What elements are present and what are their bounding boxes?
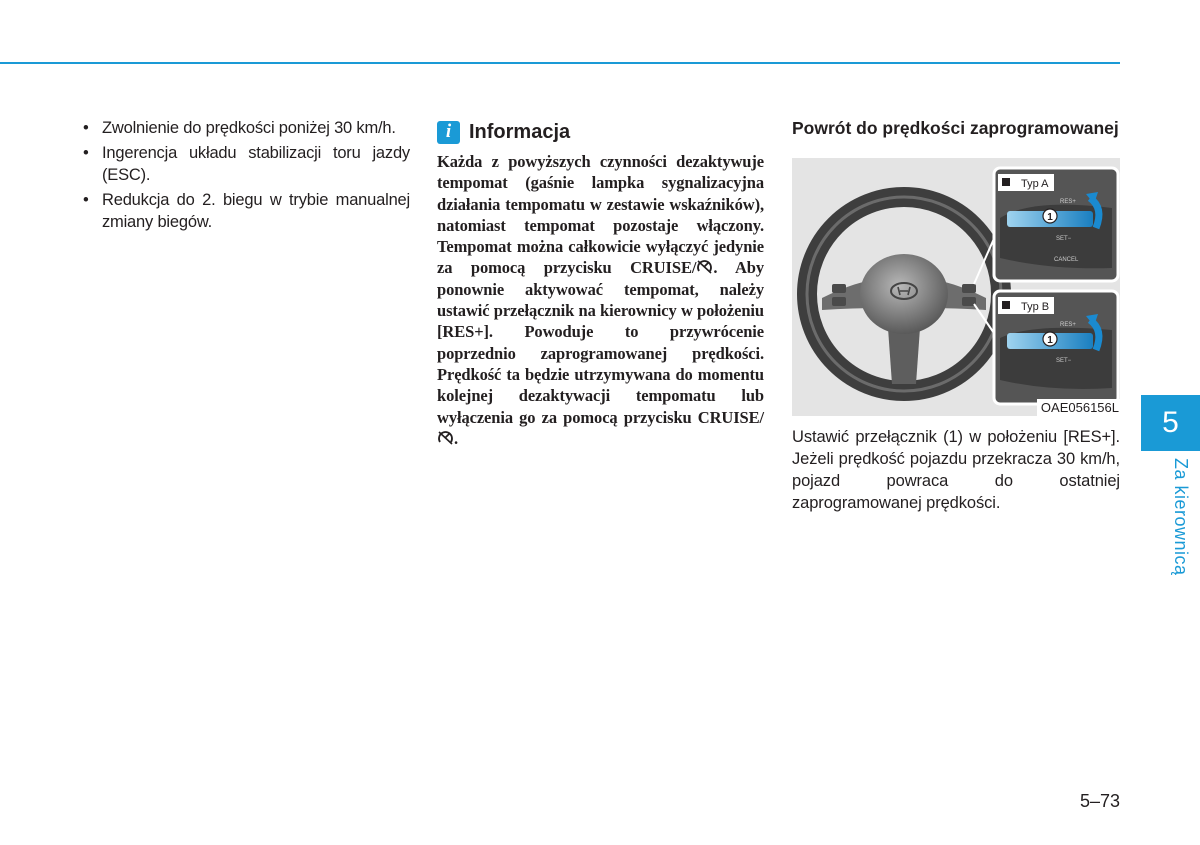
section-title: Powrót do prędkości zaprogramowanej — [792, 118, 1119, 138]
list-item: • Zwolnienie do prędkości poniżej 30 km/h. — [83, 119, 396, 137]
cruise-icon — [437, 429, 454, 446]
header-rule — [0, 62, 1120, 64]
info-icon: i — [437, 121, 460, 144]
info-box — [437, 117, 764, 449]
bullet-list — [80, 117, 410, 233]
cruise-icon — [696, 258, 713, 275]
inset-typ-b — [994, 291, 1118, 404]
wheel-hub — [860, 254, 948, 334]
callout-number: 1 — [1047, 212, 1053, 223]
bullet-column — [80, 117, 410, 236]
list-item: • Redukcja do 2. biegu w trybie manualnej zmiany biegów. — [83, 191, 410, 231]
bullet-icon: • — [83, 191, 89, 209]
inset-typ-a — [994, 168, 1118, 281]
info-text: Każda z powyższych czynności dezaktywuje tempomat (gaśnie lampka sygnalizacyjna działania tempomatu w zestawie wskaźników), natomiast tempomat pozostaje włączony. Tempomat można całkowicie wyłączyć jedynie za pomocą przycisku CRUISE/ . Aby ponownie aktywować tempomat, należy ustawić przełącznik na kierownicy w położeniu [RES+]. Powoduje to przywrócenie poprzednio zaprogramowanej prędkości. Prędkość ta będzie utrzymywana do momentu kolejnej dezaktywacji tempomatu lub wyłączenia go za pomocą przycisku CRUISE/. — [437, 152, 764, 448]
chapter-number-tab: 5 — [1141, 395, 1200, 451]
switch-res-label: RES+ — [1060, 322, 1076, 328]
list-item: • Ingerencja układu stabilizacji toru jazdy (ESC). — [83, 144, 410, 184]
steering-wheel-illustration — [792, 158, 1120, 416]
bullet-icon: • — [83, 119, 89, 137]
section-column — [792, 117, 1120, 514]
chapter-name: Za kierownicą — [1171, 458, 1191, 576]
section-body: Ustawić przełącznik (1) w położeniu [RES+]. Jeżeli prędkość pojazdu przekracza 30 km/h, pojazd powraca do ostatniej zaprogramowanej prędkości. — [792, 428, 1120, 512]
steering-wheel-figure — [792, 158, 1120, 416]
switch-res-label: RES+ — [1060, 199, 1076, 205]
page-number: 5–73 — [1079, 791, 1120, 811]
info-title: Informacja — [469, 120, 571, 143]
figure-code: OAE056156L — [1037, 399, 1120, 416]
bullet-icon: • — [83, 144, 89, 162]
switch-cancel-label: CANCEL — [1054, 257, 1079, 263]
callout-number: 1 — [1047, 335, 1053, 346]
switch-set-label: SET− — [1056, 358, 1072, 364]
switch-set-label: SET− — [1056, 236, 1072, 242]
typ-b-label: Typ B — [1021, 301, 1050, 313]
info-header — [437, 117, 764, 147]
typ-a-label: Typ A — [1021, 178, 1049, 190]
